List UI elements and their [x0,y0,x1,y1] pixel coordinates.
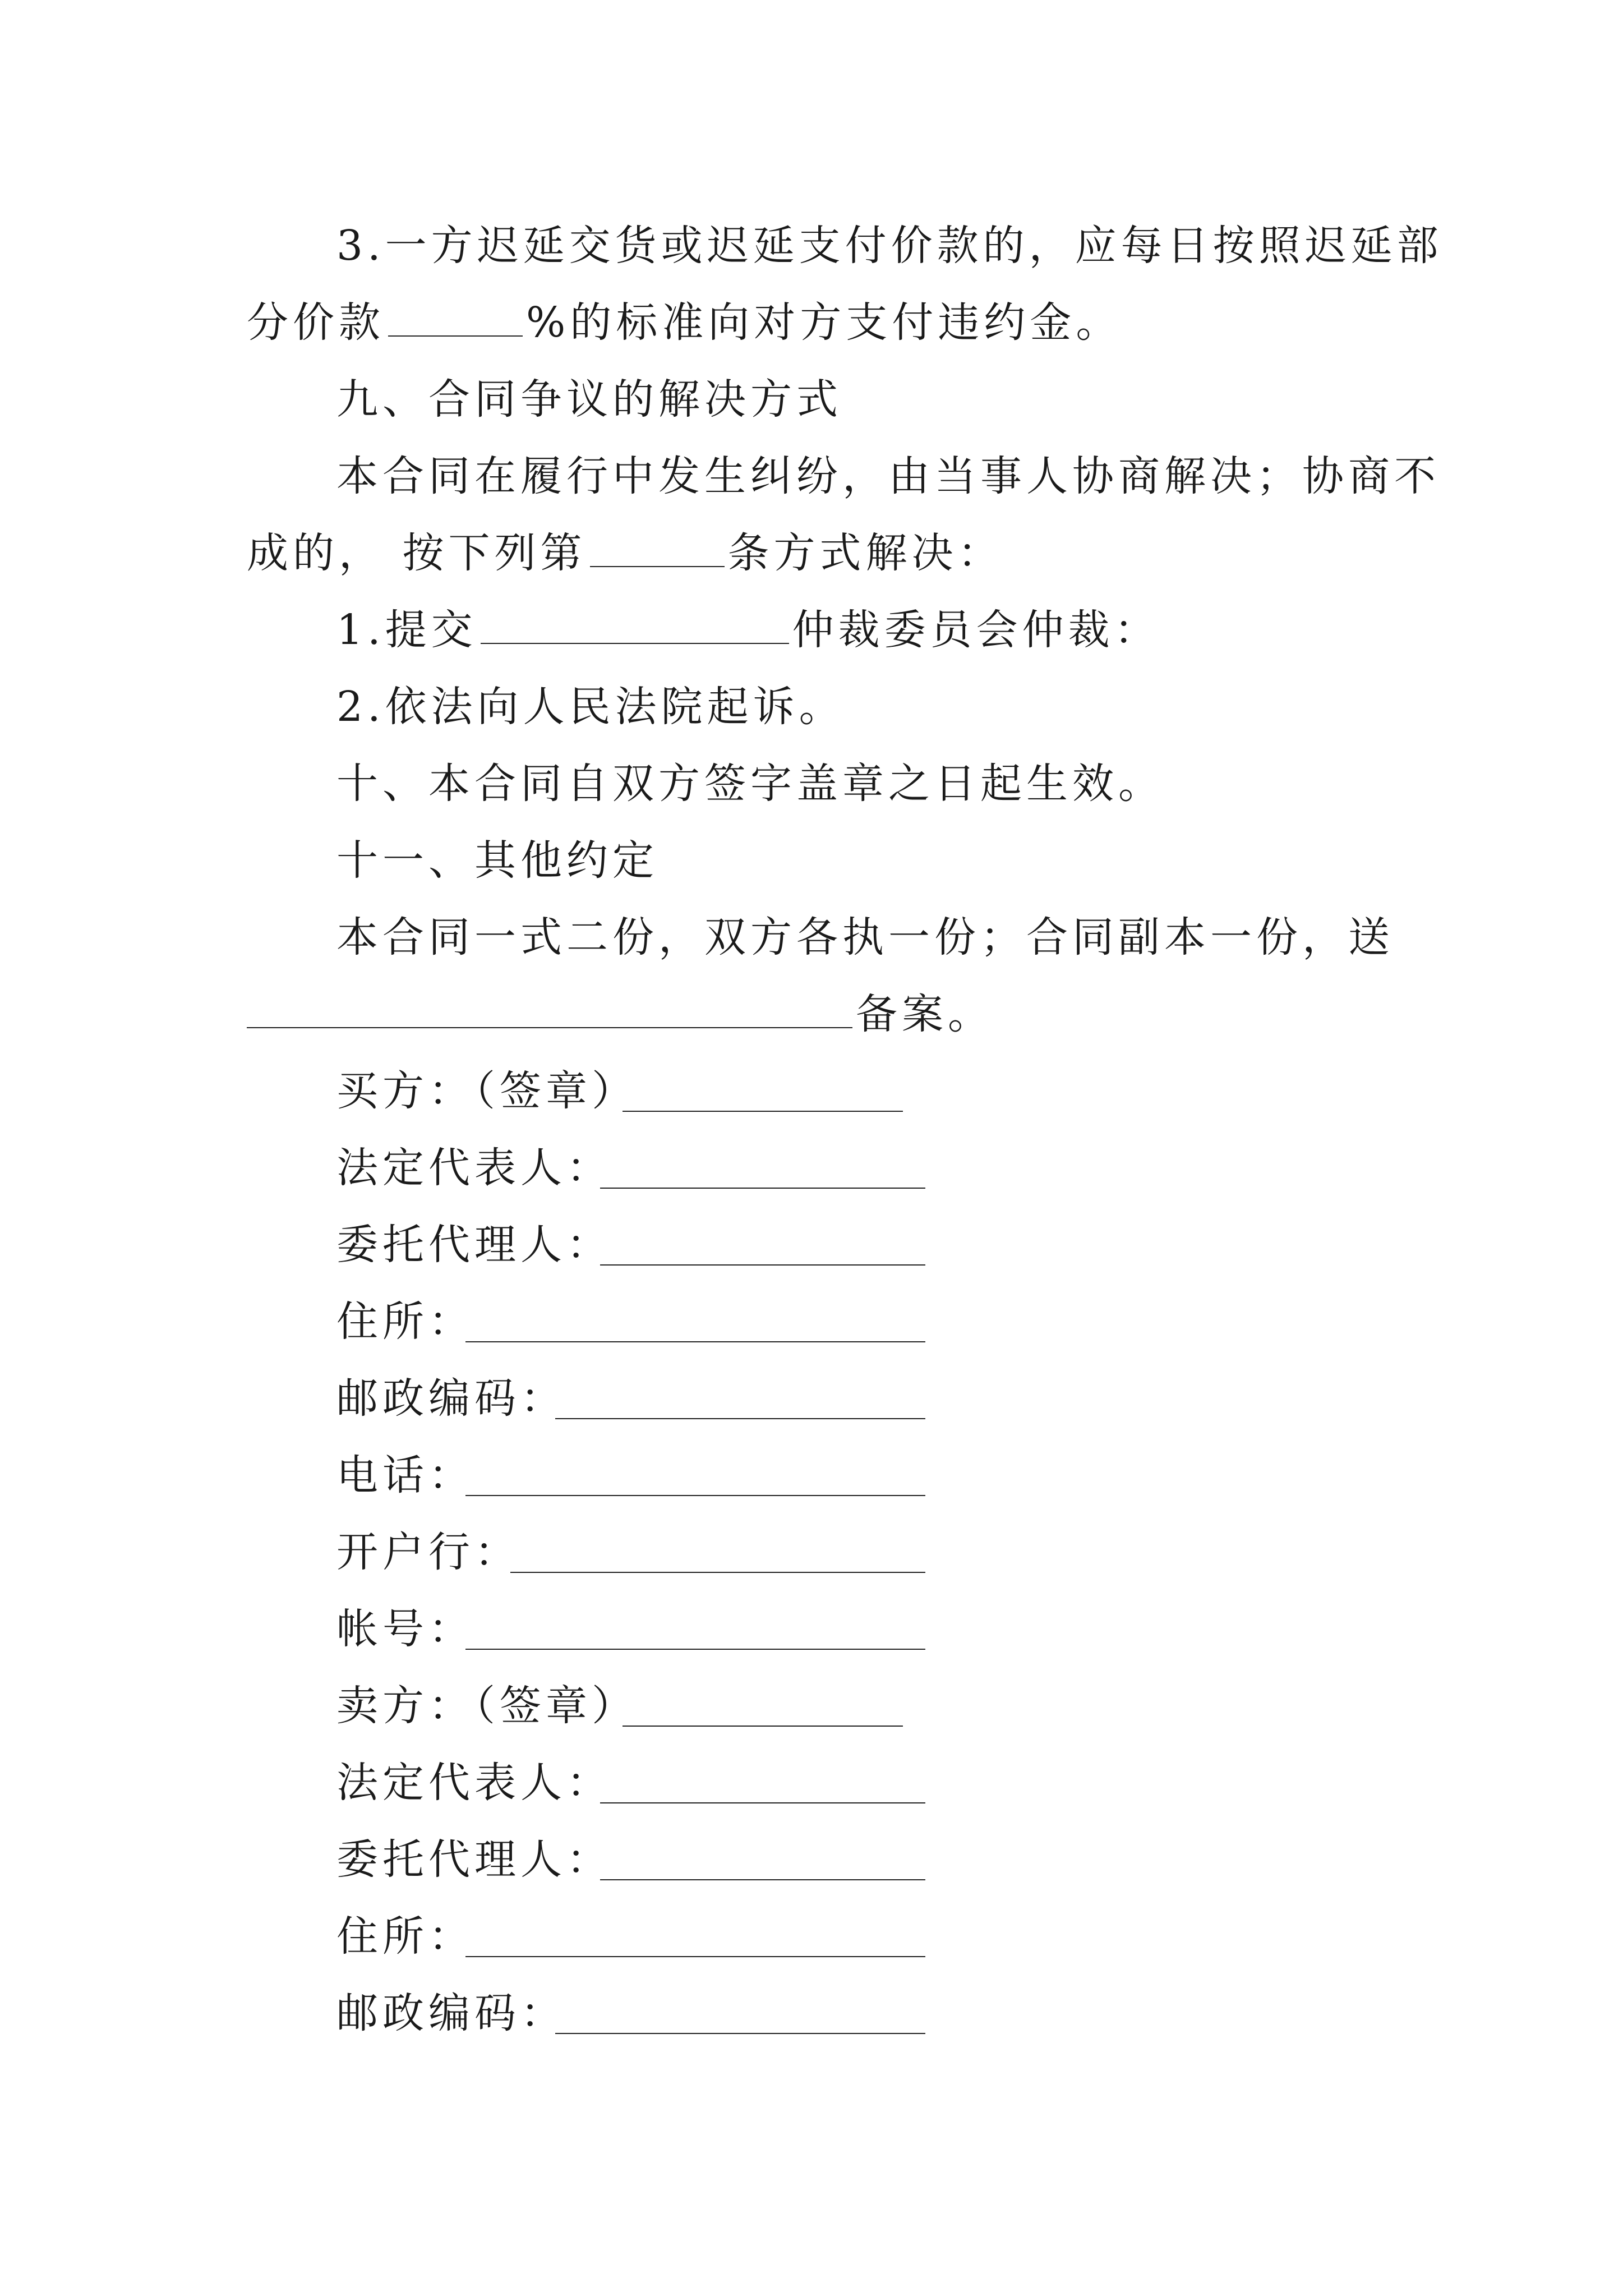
section-10-text: 十、本合同自双方签字盖章之日起生效。 [336,760,1164,808]
section-9-item-2 [336,669,1475,746]
section-9-para-text-2b: 条方式解决： [727,529,1004,577]
seller-address-label: 住所： [336,1912,474,1961]
buyer-signature-row [336,1053,897,1130]
filing-authority-blank[interactable] [247,984,852,1028]
section-9-para-line-2 [247,515,1385,592]
seller-postcode-label: 邮政编码： [336,1989,566,2037]
section-11-heading-text: 十一、其他约定 [336,836,658,885]
buyer-account-row [336,1591,925,1668]
buyer-address-line[interactable] [465,1341,925,1342]
buyer-phone-row [336,1437,925,1514]
buyer-address-row [336,1283,925,1360]
seller-postcode-row [336,1975,925,2052]
seller-postcode-line[interactable] [555,2033,925,2034]
section-11-para-text-2: 备案。 [856,990,994,1038]
section-10 [336,746,1475,822]
clause-8-3-text-2a: 分价款 [247,298,385,347]
buyer-agent-line[interactable] [600,1264,925,1266]
buyer-bank-label: 开户行： [336,1528,520,1576]
buyer-account-label: 帐号： [336,1605,474,1653]
section-9-para-line-1 [336,438,1475,515]
section-9-item-1 [336,592,1475,669]
penalty-percent-blank[interactable] [388,293,523,337]
buyer-postcode-label: 邮政编码： [336,1374,566,1423]
seller-signature-row [336,1668,897,1745]
buyer-bank-line[interactable] [510,1572,925,1573]
seller-legal-rep-row [336,1745,925,1821]
arbitration-commission-blank[interactable] [481,600,789,644]
section-9-item-1-text-a: 1.提交 [336,606,477,654]
section-11-para-line-2 [247,976,1385,1053]
dispute-option-blank[interactable] [590,523,725,567]
buyer-agent-row [336,1207,925,1283]
section-11-heading [336,822,1475,899]
clause-8-3-text-1: 3.一方迟延交货或迟延支付价款的，应每日按照迟延部 [336,222,1443,270]
buyer-agent-label: 委托代理人： [336,1221,612,1269]
seller-legal-rep-label: 法定代表人： [336,1759,612,1807]
buyer-phone-label: 电话： [336,1451,474,1499]
buyer-phone-line[interactable] [465,1495,925,1496]
buyer-signature-line[interactable] [623,1111,903,1112]
seller-signature-line[interactable] [623,1726,903,1727]
buyer-address-label: 住所： [336,1297,474,1346]
buyer-legal-rep-row [336,1130,925,1207]
section-9-para-text-2a: 成的， 按下列第 [247,529,587,577]
buyer-bank-row [336,1514,925,1591]
seller-address-line[interactable] [465,1956,925,1957]
seller-agent-line[interactable] [600,1879,925,1880]
buyer-account-line[interactable] [465,1649,925,1650]
buyer-title: 买方：（签章） [336,1067,638,1115]
buyer-postcode-row [336,1360,925,1437]
buyer-legal-rep-line[interactable] [600,1188,925,1189]
section-9-heading [336,361,1475,438]
section-9-heading-text: 九、合同争议的解决方式 [336,375,842,424]
section-9-item-1-text-b: 仲裁委员会仲裁： [792,606,1160,654]
seller-legal-rep-line[interactable] [600,1802,925,1803]
section-11-para-line-1 [336,899,1475,976]
clause-8-3-text-2b: %的标准向对方支付违约金。 [526,298,1122,347]
clause-8-3-line-2 [247,284,1385,361]
buyer-postcode-line[interactable] [555,1418,925,1419]
seller-agent-label: 委托代理人： [336,1835,612,1884]
buyer-legal-rep-label: 法定代表人： [336,1144,612,1192]
section-9-item-2-text: 2.依法向人民法院起诉。 [336,683,845,731]
section-9-para-text-1: 本合同在履行中发生纠纷，由当事人协商解决；协商不 [336,452,1440,500]
seller-agent-row [336,1821,925,1898]
section-11-para-text-1: 本合同一式二份，双方各执一份；合同副本一份，送 [336,913,1394,961]
seller-address-row [336,1898,925,1975]
clause-8-3-line-1 [336,208,1475,284]
seller-title: 卖方：（签章） [336,1682,638,1730]
